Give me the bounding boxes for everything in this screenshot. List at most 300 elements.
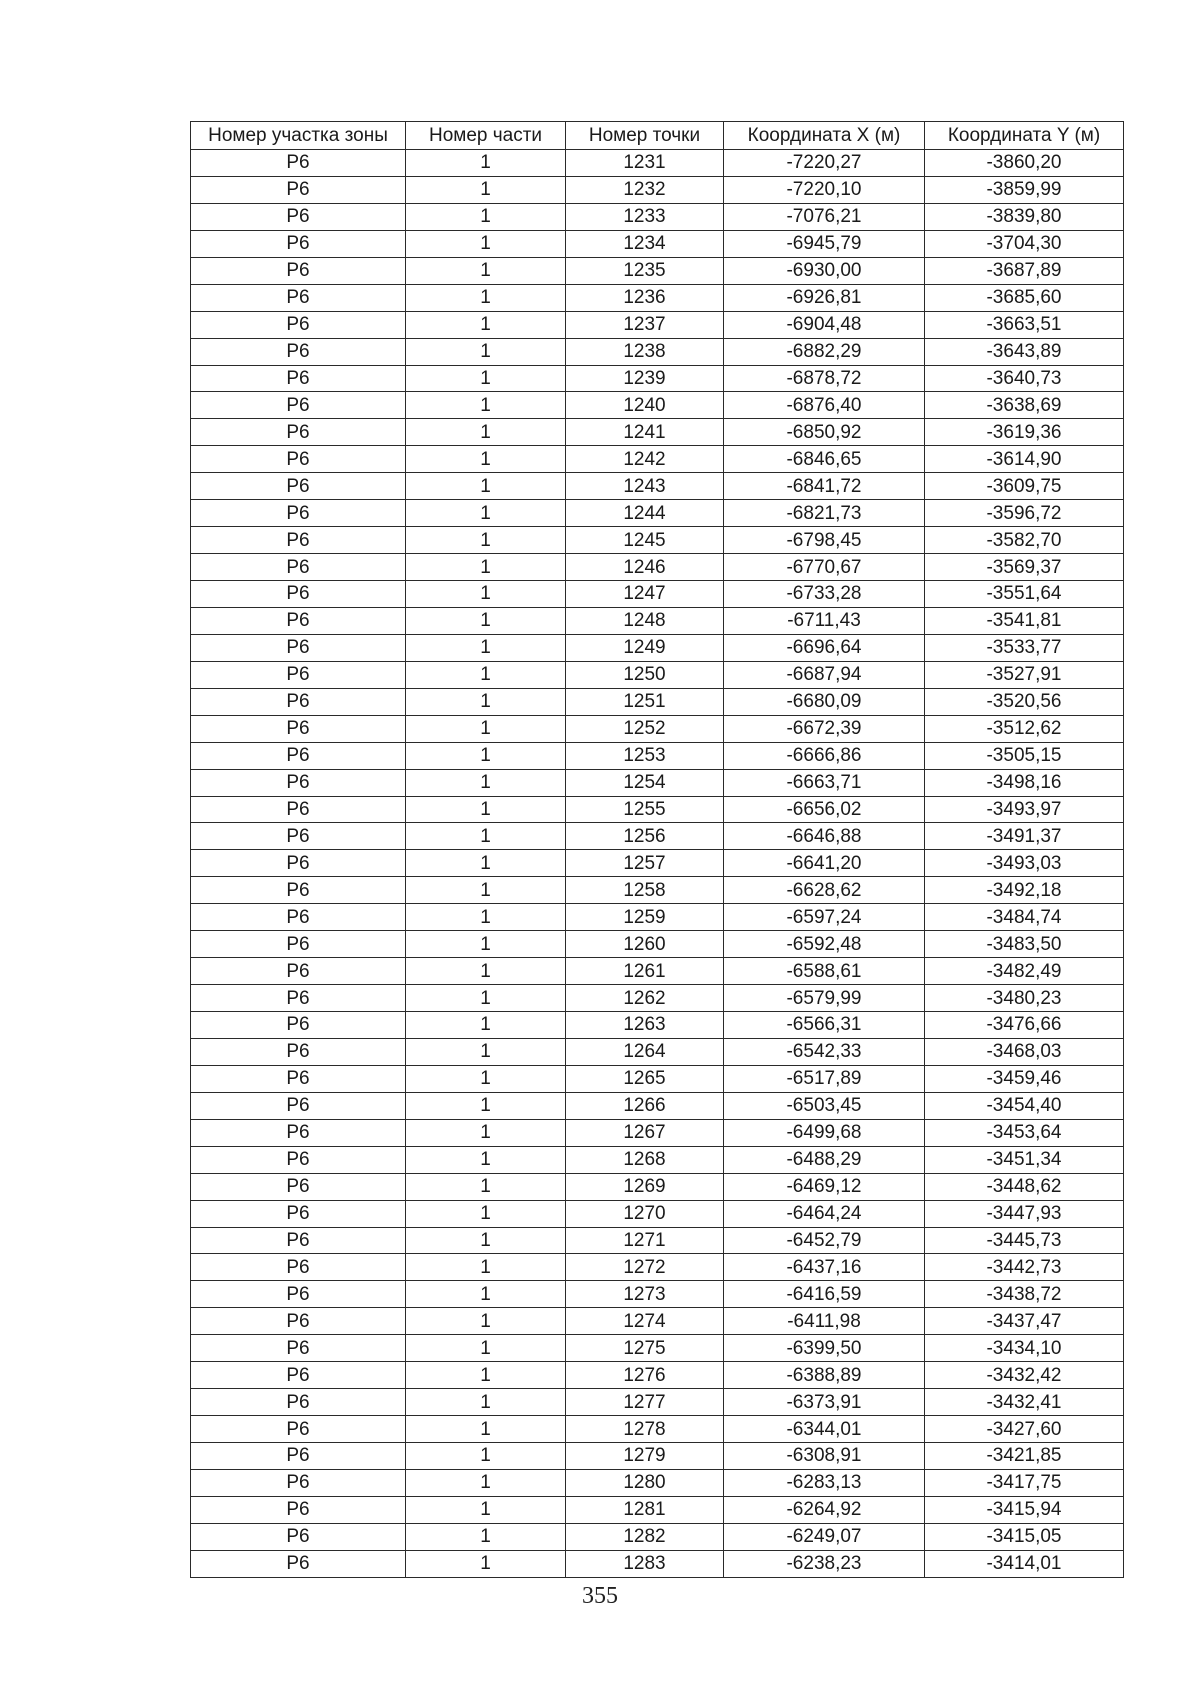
cell-part-number: 1 [406, 311, 566, 338]
cell-zone-plot-number: Р6 [191, 581, 406, 608]
cell-coordinate-y: -3498,16 [925, 769, 1124, 796]
cell-coordinate-x: -6666,86 [724, 742, 925, 769]
cell-coordinate-x: -6945,79 [724, 230, 925, 257]
table-row [191, 1469, 1124, 1496]
cell-zone-plot-number: Р6 [191, 284, 406, 311]
cell-coordinate-x: -6579,99 [724, 985, 925, 1012]
cell-coordinate-y: -3493,97 [925, 796, 1124, 823]
cell-point-number: 1238 [566, 338, 724, 365]
cell-zone-plot-number: Р6 [191, 338, 406, 365]
cell-part-number: 1 [406, 230, 566, 257]
cell-part-number: 1 [406, 527, 566, 554]
cell-coordinate-y: -3685,60 [925, 284, 1124, 311]
table-row [191, 715, 1124, 742]
table-row [191, 365, 1124, 392]
cell-coordinate-x: -6488,29 [724, 1146, 925, 1173]
cell-point-number: 1242 [566, 446, 724, 473]
cell-coordinate-x: -6416,59 [724, 1281, 925, 1308]
cell-point-number: 1273 [566, 1281, 724, 1308]
cell-coordinate-y: -3448,62 [925, 1173, 1124, 1200]
cell-coordinate-y: -3482,49 [925, 958, 1124, 985]
cell-part-number: 1 [406, 392, 566, 419]
cell-zone-plot-number: Р6 [191, 742, 406, 769]
cell-coordinate-y: -3480,23 [925, 985, 1124, 1012]
cell-coordinate-x: -6656,02 [724, 796, 925, 823]
cell-coordinate-y: -3445,73 [925, 1227, 1124, 1254]
cell-coordinate-y: -3427,60 [925, 1416, 1124, 1443]
cell-part-number: 1 [406, 850, 566, 877]
cell-part-number: 1 [406, 769, 566, 796]
table-row [191, 931, 1124, 958]
cell-coordinate-y: -3582,70 [925, 527, 1124, 554]
cell-zone-plot-number: Р6 [191, 176, 406, 203]
cell-coordinate-y: -3551,64 [925, 581, 1124, 608]
cell-point-number: 1274 [566, 1308, 724, 1335]
cell-point-number: 1234 [566, 230, 724, 257]
table-row [191, 769, 1124, 796]
cell-coordinate-y: -3638,69 [925, 392, 1124, 419]
cell-zone-plot-number: Р6 [191, 527, 406, 554]
table-row [191, 1550, 1124, 1577]
cell-coordinate-x: -6641,20 [724, 850, 925, 877]
cell-point-number: 1251 [566, 688, 724, 715]
cell-coordinate-x: -6687,94 [724, 661, 925, 688]
cell-coordinate-y: -3860,20 [925, 150, 1124, 177]
cell-coordinate-x: -6878,72 [724, 365, 925, 392]
cell-coordinate-y: -3438,72 [925, 1281, 1124, 1308]
cell-part-number: 1 [406, 1012, 566, 1039]
cell-point-number: 1237 [566, 311, 724, 338]
cell-point-number: 1241 [566, 419, 724, 446]
cell-coordinate-y: -3512,62 [925, 715, 1124, 742]
cell-zone-plot-number: Р6 [191, 1173, 406, 1200]
cell-coordinate-y: -3447,93 [925, 1200, 1124, 1227]
cell-part-number: 1 [406, 1550, 566, 1577]
table-row [191, 1065, 1124, 1092]
cell-zone-plot-number: Р6 [191, 1308, 406, 1335]
cell-coordinate-x: -6411,98 [724, 1308, 925, 1335]
cell-coordinate-x: -6388,89 [724, 1362, 925, 1389]
cell-zone-plot-number: Р6 [191, 473, 406, 500]
cell-zone-plot-number: Р6 [191, 1335, 406, 1362]
cell-point-number: 1267 [566, 1119, 724, 1146]
cell-coordinate-y: -3663,51 [925, 311, 1124, 338]
cell-zone-plot-number: Р6 [191, 365, 406, 392]
table-row [191, 284, 1124, 311]
cell-part-number: 1 [406, 473, 566, 500]
cell-coordinate-y: -3432,41 [925, 1389, 1124, 1416]
cell-zone-plot-number: Р6 [191, 1038, 406, 1065]
cell-part-number: 1 [406, 257, 566, 284]
cell-zone-plot-number: Р6 [191, 1254, 406, 1281]
cell-point-number: 1275 [566, 1335, 724, 1362]
cell-zone-plot-number: Р6 [191, 1469, 406, 1496]
cell-coordinate-y: -3527,91 [925, 661, 1124, 688]
cell-zone-plot-number: Р6 [191, 311, 406, 338]
table-row [191, 392, 1124, 419]
table-row [191, 607, 1124, 634]
cell-part-number: 1 [406, 1443, 566, 1470]
cell-part-number: 1 [406, 1362, 566, 1389]
cell-part-number: 1 [406, 1308, 566, 1335]
cell-coordinate-x: -6283,13 [724, 1469, 925, 1496]
table-row [191, 1119, 1124, 1146]
cell-coordinate-x: -6672,39 [724, 715, 925, 742]
cell-coordinate-x: -6566,31 [724, 1012, 925, 1039]
cell-part-number: 1 [406, 1389, 566, 1416]
cell-point-number: 1245 [566, 527, 724, 554]
table-row [191, 823, 1124, 850]
cell-part-number: 1 [406, 338, 566, 365]
page-number: 355 [582, 1583, 618, 1609]
cell-zone-plot-number: Р6 [191, 850, 406, 877]
table-row [191, 500, 1124, 527]
cell-coordinate-y: -3569,37 [925, 554, 1124, 581]
cell-part-number: 1 [406, 1335, 566, 1362]
cell-zone-plot-number: Р6 [191, 1416, 406, 1443]
cell-coordinate-y: -3704,30 [925, 230, 1124, 257]
cell-part-number: 1 [406, 1416, 566, 1443]
cell-zone-plot-number: Р6 [191, 1496, 406, 1523]
cell-part-number: 1 [406, 1254, 566, 1281]
cell-zone-plot-number: Р6 [191, 1550, 406, 1577]
table-row [191, 1389, 1124, 1416]
cell-zone-plot-number: Р6 [191, 715, 406, 742]
cell-part-number: 1 [406, 1227, 566, 1254]
cell-point-number: 1259 [566, 904, 724, 931]
cell-coordinate-x: -6850,92 [724, 419, 925, 446]
cell-part-number: 1 [406, 1496, 566, 1523]
cell-point-number: 1266 [566, 1092, 724, 1119]
cell-coordinate-x: -6503,45 [724, 1092, 925, 1119]
table-row [191, 1092, 1124, 1119]
table-row [191, 985, 1124, 1012]
cell-coordinate-y: -3491,37 [925, 823, 1124, 850]
cell-point-number: 1239 [566, 365, 724, 392]
cell-point-number: 1235 [566, 257, 724, 284]
cell-part-number: 1 [406, 284, 566, 311]
cell-part-number: 1 [406, 1281, 566, 1308]
cell-coordinate-y: -3414,01 [925, 1550, 1124, 1577]
coordinates-table [190, 121, 1124, 1578]
cell-point-number: 1249 [566, 634, 724, 661]
cell-part-number: 1 [406, 500, 566, 527]
cell-coordinate-y: -3614,90 [925, 446, 1124, 473]
table-row [191, 877, 1124, 904]
cell-part-number: 1 [406, 904, 566, 931]
cell-coordinate-y: -3432,42 [925, 1362, 1124, 1389]
cell-point-number: 1250 [566, 661, 724, 688]
cell-part-number: 1 [406, 1146, 566, 1173]
table-row [191, 904, 1124, 931]
cell-coordinate-x: -6437,16 [724, 1254, 925, 1281]
cell-zone-plot-number: Р6 [191, 1012, 406, 1039]
cell-part-number: 1 [406, 1469, 566, 1496]
cell-zone-plot-number: Р6 [191, 1362, 406, 1389]
cell-part-number: 1 [406, 419, 566, 446]
cell-coordinate-y: -3476,66 [925, 1012, 1124, 1039]
cell-part-number: 1 [406, 365, 566, 392]
cell-part-number: 1 [406, 1065, 566, 1092]
cell-coordinate-x: -6876,40 [724, 392, 925, 419]
cell-zone-plot-number: Р6 [191, 1523, 406, 1550]
header-coordinate-y: Координата Y (м) [925, 122, 1124, 150]
cell-coordinate-x: -6469,12 [724, 1173, 925, 1200]
cell-coordinate-x: -6344,01 [724, 1416, 925, 1443]
cell-point-number: 1269 [566, 1173, 724, 1200]
cell-zone-plot-number: Р6 [191, 1389, 406, 1416]
cell-zone-plot-number: Р6 [191, 607, 406, 634]
cell-coordinate-y: -3483,50 [925, 931, 1124, 958]
cell-part-number: 1 [406, 715, 566, 742]
table-row [191, 446, 1124, 473]
cell-coordinate-x: -6499,68 [724, 1119, 925, 1146]
cell-part-number: 1 [406, 877, 566, 904]
cell-coordinate-x: -6821,73 [724, 500, 925, 527]
cell-coordinate-x: -6646,88 [724, 823, 925, 850]
cell-part-number: 1 [406, 554, 566, 581]
cell-point-number: 1263 [566, 1012, 724, 1039]
cell-coordinate-x: -6798,45 [724, 527, 925, 554]
table-row [191, 1038, 1124, 1065]
cell-coordinate-x: -6308,91 [724, 1443, 925, 1470]
table-row [191, 1443, 1124, 1470]
cell-coordinate-x: -6680,09 [724, 688, 925, 715]
cell-coordinate-y: -3453,64 [925, 1119, 1124, 1146]
cell-coordinate-x: -6904,48 [724, 311, 925, 338]
table-row [191, 1012, 1124, 1039]
table-row [191, 1146, 1124, 1173]
cell-point-number: 1265 [566, 1065, 724, 1092]
cell-zone-plot-number: Р6 [191, 1092, 406, 1119]
cell-coordinate-y: -3434,10 [925, 1335, 1124, 1362]
table-row [191, 203, 1124, 230]
cell-point-number: 1231 [566, 150, 724, 177]
cell-coordinate-y: -3687,89 [925, 257, 1124, 284]
table-row [191, 419, 1124, 446]
cell-coordinate-y: -3520,56 [925, 688, 1124, 715]
cell-coordinate-y: -3596,72 [925, 500, 1124, 527]
cell-coordinate-x: -6249,07 [724, 1523, 925, 1550]
table-row [191, 473, 1124, 500]
cell-coordinate-x: -7220,10 [724, 176, 925, 203]
cell-zone-plot-number: Р6 [191, 257, 406, 284]
cell-coordinate-y: -3533,77 [925, 634, 1124, 661]
cell-coordinate-x: -6542,33 [724, 1038, 925, 1065]
table-row [191, 1335, 1124, 1362]
cell-point-number: 1278 [566, 1416, 724, 1443]
cell-coordinate-y: -3859,99 [925, 176, 1124, 203]
cell-zone-plot-number: Р6 [191, 931, 406, 958]
cell-point-number: 1281 [566, 1496, 724, 1523]
cell-zone-plot-number: Р6 [191, 823, 406, 850]
cell-point-number: 1248 [566, 607, 724, 634]
cell-part-number: 1 [406, 661, 566, 688]
cell-point-number: 1260 [566, 931, 724, 958]
cell-part-number: 1 [406, 1092, 566, 1119]
cell-point-number: 1283 [566, 1550, 724, 1577]
cell-point-number: 1247 [566, 581, 724, 608]
cell-part-number: 1 [406, 176, 566, 203]
cell-point-number: 1271 [566, 1227, 724, 1254]
cell-coordinate-y: -3417,75 [925, 1469, 1124, 1496]
cell-zone-plot-number: Р6 [191, 796, 406, 823]
cell-part-number: 1 [406, 1173, 566, 1200]
cell-coordinate-y: -3468,03 [925, 1038, 1124, 1065]
cell-zone-plot-number: Р6 [191, 1443, 406, 1470]
table-body [191, 150, 1124, 1578]
cell-zone-plot-number: Р6 [191, 769, 406, 796]
cell-point-number: 1243 [566, 473, 724, 500]
cell-point-number: 1264 [566, 1038, 724, 1065]
table-row [191, 150, 1124, 177]
cell-zone-plot-number: Р6 [191, 661, 406, 688]
cell-point-number: 1252 [566, 715, 724, 742]
cell-part-number: 1 [406, 203, 566, 230]
header-part-number: Номер части [406, 122, 566, 150]
cell-point-number: 1254 [566, 769, 724, 796]
table-row [191, 1254, 1124, 1281]
table-header-row [191, 122, 1124, 150]
table-row [191, 1173, 1124, 1200]
cell-coordinate-y: -3839,80 [925, 203, 1124, 230]
cell-zone-plot-number: Р6 [191, 419, 406, 446]
cell-coordinate-x: -6663,71 [724, 769, 925, 796]
cell-coordinate-x: -6846,65 [724, 446, 925, 473]
table-row [191, 527, 1124, 554]
cell-part-number: 1 [406, 688, 566, 715]
cell-zone-plot-number: Р6 [191, 203, 406, 230]
table-row [191, 554, 1124, 581]
table-row [191, 176, 1124, 203]
table-row [191, 850, 1124, 877]
cell-coordinate-x: -6264,92 [724, 1496, 925, 1523]
table-row [191, 661, 1124, 688]
cell-point-number: 1255 [566, 796, 724, 823]
cell-point-number: 1282 [566, 1523, 724, 1550]
header-point-number: Номер точки [566, 122, 724, 150]
cell-point-number: 1258 [566, 877, 724, 904]
cell-part-number: 1 [406, 634, 566, 661]
cell-coordinate-y: -3609,75 [925, 473, 1124, 500]
table-row [191, 581, 1124, 608]
table-row [191, 1523, 1124, 1550]
cell-coordinate-x: -6841,72 [724, 473, 925, 500]
cell-part-number: 1 [406, 581, 566, 608]
cell-point-number: 1276 [566, 1362, 724, 1389]
cell-coordinate-y: -3484,74 [925, 904, 1124, 931]
cell-point-number: 1244 [566, 500, 724, 527]
cell-zone-plot-number: Р6 [191, 1227, 406, 1254]
cell-zone-plot-number: Р6 [191, 877, 406, 904]
cell-coordinate-x: -6711,43 [724, 607, 925, 634]
cell-coordinate-y: -3454,40 [925, 1092, 1124, 1119]
cell-part-number: 1 [406, 607, 566, 634]
table-row [191, 1227, 1124, 1254]
cell-coordinate-x: -6628,62 [724, 877, 925, 904]
cell-coordinate-y: -3505,15 [925, 742, 1124, 769]
cell-point-number: 1262 [566, 985, 724, 1012]
cell-point-number: 1256 [566, 823, 724, 850]
cell-zone-plot-number: Р6 [191, 1146, 406, 1173]
cell-part-number: 1 [406, 446, 566, 473]
cell-coordinate-x: -6452,79 [724, 1227, 925, 1254]
cell-zone-plot-number: Р6 [191, 446, 406, 473]
cell-part-number: 1 [406, 1200, 566, 1227]
cell-coordinate-x: -6696,64 [724, 634, 925, 661]
cell-part-number: 1 [406, 931, 566, 958]
cell-coordinate-x: -6399,50 [724, 1335, 925, 1362]
table-row [191, 1362, 1124, 1389]
cell-coordinate-x: -6882,29 [724, 338, 925, 365]
cell-coordinate-x: -6238,23 [724, 1550, 925, 1577]
cell-coordinate-x: -7220,27 [724, 150, 925, 177]
table-row [191, 796, 1124, 823]
cell-zone-plot-number: Р6 [191, 230, 406, 257]
cell-zone-plot-number: Р6 [191, 958, 406, 985]
cell-coordinate-x: -6926,81 [724, 284, 925, 311]
cell-coordinate-x: -6464,24 [724, 1200, 925, 1227]
cell-part-number: 1 [406, 1038, 566, 1065]
table-row [191, 634, 1124, 661]
cell-coordinate-x: -6733,28 [724, 581, 925, 608]
table-row [191, 257, 1124, 284]
cell-part-number: 1 [406, 150, 566, 177]
cell-coordinate-y: -3493,03 [925, 850, 1124, 877]
cell-coordinate-x: -7076,21 [724, 203, 925, 230]
cell-point-number: 1232 [566, 176, 724, 203]
table-row [191, 1416, 1124, 1443]
cell-coordinate-y: -3541,81 [925, 607, 1124, 634]
cell-zone-plot-number: Р6 [191, 634, 406, 661]
cell-zone-plot-number: Р6 [191, 1200, 406, 1227]
cell-point-number: 1261 [566, 958, 724, 985]
cell-point-number: 1236 [566, 284, 724, 311]
table-row [191, 742, 1124, 769]
cell-coordinate-y: -3415,94 [925, 1496, 1124, 1523]
table-row [191, 1281, 1124, 1308]
cell-part-number: 1 [406, 985, 566, 1012]
cell-coordinate-x: -6588,61 [724, 958, 925, 985]
table-row [191, 1496, 1124, 1523]
cell-zone-plot-number: Р6 [191, 904, 406, 931]
cell-part-number: 1 [406, 823, 566, 850]
cell-point-number: 1268 [566, 1146, 724, 1173]
table-row [191, 1308, 1124, 1335]
table-row [191, 311, 1124, 338]
cell-coordinate-y: -3451,34 [925, 1146, 1124, 1173]
cell-zone-plot-number: Р6 [191, 554, 406, 581]
cell-part-number: 1 [406, 1119, 566, 1146]
cell-part-number: 1 [406, 1523, 566, 1550]
cell-part-number: 1 [406, 742, 566, 769]
cell-part-number: 1 [406, 958, 566, 985]
header-coordinate-x: Координата X (м) [724, 122, 925, 150]
cell-coordinate-y: -3492,18 [925, 877, 1124, 904]
table-row [191, 338, 1124, 365]
cell-coordinate-y: -3459,46 [925, 1065, 1124, 1092]
cell-zone-plot-number: Р6 [191, 392, 406, 419]
cell-coordinate-x: -6592,48 [724, 931, 925, 958]
cell-coordinate-x: -6597,24 [724, 904, 925, 931]
cell-zone-plot-number: Р6 [191, 500, 406, 527]
cell-zone-plot-number: Р6 [191, 1281, 406, 1308]
cell-coordinate-y: -3437,47 [925, 1308, 1124, 1335]
cell-point-number: 1246 [566, 554, 724, 581]
cell-point-number: 1257 [566, 850, 724, 877]
cell-coordinate-y: -3643,89 [925, 338, 1124, 365]
table-row [191, 230, 1124, 257]
